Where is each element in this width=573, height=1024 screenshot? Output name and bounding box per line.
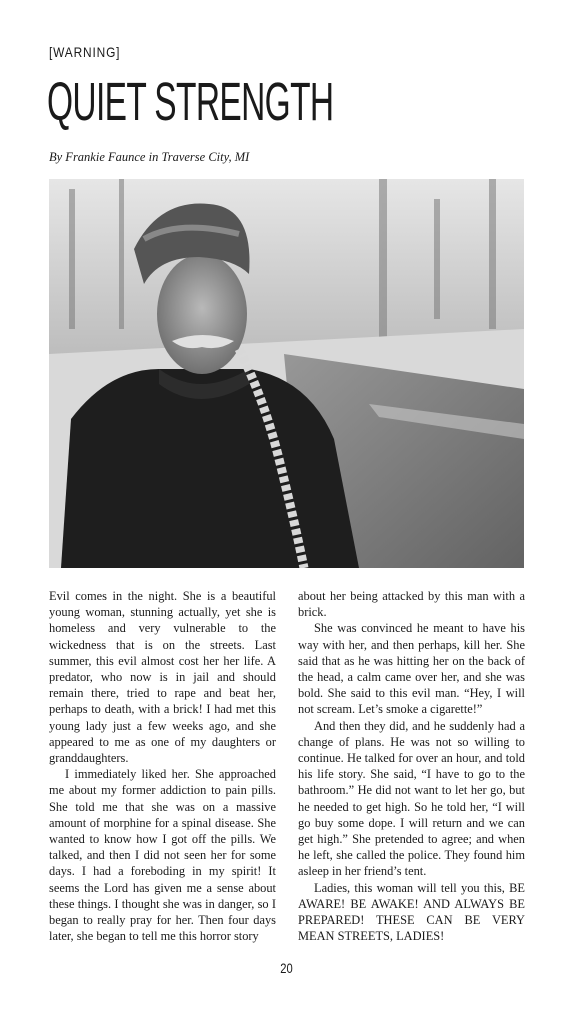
paragraph: She was convinced he meant to have his way with her, and then perhaps, kill her. She said that as he was hitting her on the back of the head, a calm came over her, and she was bold. She said to this evil man. “Hey, I will not scream. Let’s smoke a cigarette!” (298, 621, 525, 717)
paragraph: And then they did, and he suddenly had a change of plans. He was not so willing to continue. He talked for over an hour, and told his life story. She said, “I have to go to the bathroom.” He did not want to let her go, but he needed to get high. So he told her, “I will go buy some dope. I will return and we can get high.” She pretended to agree; and when he left, she called the police. They found him asleep in her friend’s tent. (298, 718, 525, 879)
paragraph: about her being attacked by this man with a brick. (298, 589, 525, 620)
paragraph: Evil comes in the night. She is a beautiful young woman, stunning actually, yet she is homeless and very vulnerable to the wickedness that is on the streets. Last summer, this evil almost cost her her life. A predator, who now is in jail and should remain there, tried to rape and beat her, perhaps to death, with a brick! I had met this young lady just a few weeks ago, and she appeared to me as one of my daughters or granddaughters. (49, 589, 276, 766)
portrait-photo-icon (49, 179, 524, 568)
paragraph: I immediately liked her. She approached me about my former addiction to pain pills. She told me that she was on a massive amount of morphine for a spinal disease. She wanted to know how I got off the pills. We talked, and then I did not seen her for some days. I had a foreboding in my spirit! It seems the Lord has given me a sense about these things. I thought she was in danger, so I began to really pray for her. Then four days later, she began to tell me this horror story (49, 767, 276, 944)
paragraph: Ladies, this woman will tell you this, BE AWARE! BE AWAKE! AND ALWAYS BE PREPARED! THESE CAN BE VERY MEAN STREETS, LADIES! (298, 880, 525, 944)
page-number: 20 (280, 960, 293, 976)
article-photo (49, 179, 524, 568)
article-byline: By Frankie Faunce in Traverse City, MI (49, 150, 250, 164)
article-column-left (49, 588, 276, 944)
article-column-right (298, 588, 525, 944)
article-title: QUIET STRENGTH (47, 72, 334, 132)
section-kicker: [WARNING] (49, 44, 121, 60)
